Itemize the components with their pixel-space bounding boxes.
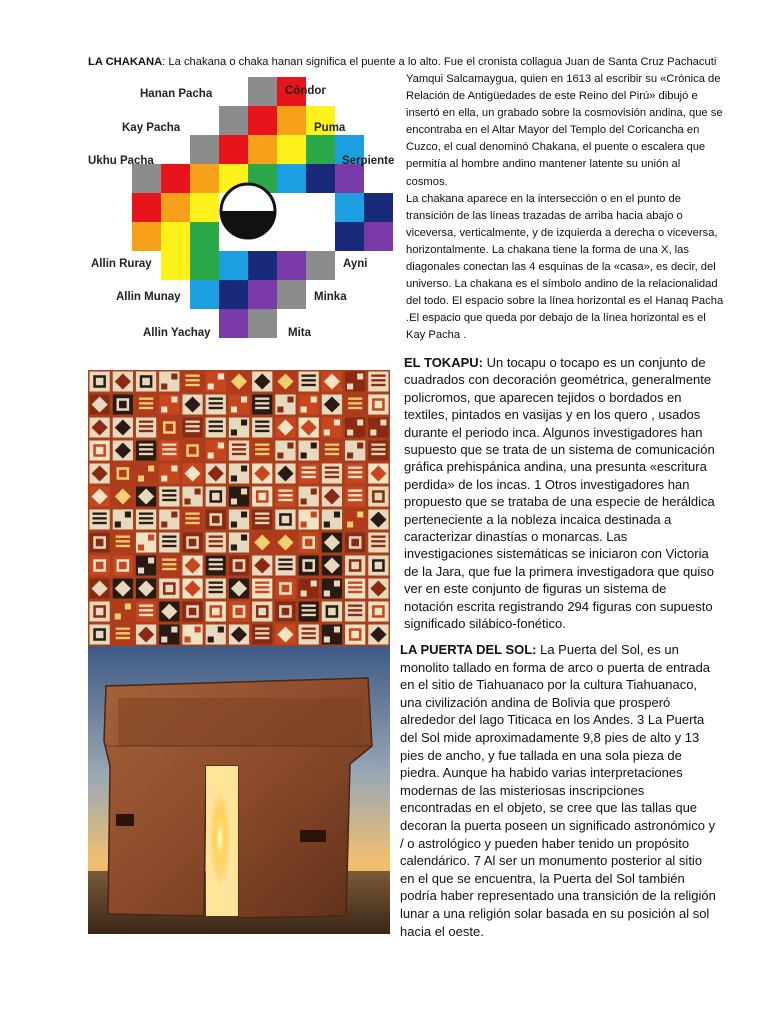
puerta-text: La Puerta del Sol, es un monolito tallado en forma de arco o puerta de entrada en el sitio de Tiahuanaco por la cultura Tiahuanaco, una civilización andina de Bolivia que prosperó alrededor del lago Titicaca en los Andes. 3 La Puerta del Sol mide aproximadamente 9,8 pies de alto y 13 pies de ancho, y fue tallada en una sola pieza de piedra. Aunque ha habido varias interpretaciones modernas de las misteriosas inscripciones encontradas en el objeto, se cree que las tallas que decoran la puerta poseen un significado astronómico y / o astrológico y pueden haber tenido un propósito calendárico. 7 Al ser un monumento posterior al sitio en el que se encuentra, la Puerta del Sol también podría haber representado una transición de la religión lunar a una religión solar basada en su posición al sol hacia el oeste. [400,642,716,939]
chakana-cell [248,77,277,106]
tokapu-cell [206,602,226,622]
label-kay-pacha: Kay Pacha [122,122,181,134]
tokapu-cell [182,441,202,461]
puerta-heading: LA PUERTA DEL SOL: [400,642,537,657]
tokapu-cell [90,602,110,622]
chakana-paragraph-2: La chakana aparece en la intersección o en el punto de transición de las líneas trazadas de arriba hacia abajo o viceversa, verticalmente, y de izquierda a derecha o viceversa, horizontalmente. La chakana tiene la forma de una X, las diagonales conectan las 4 esquinas de la «casa», es decir, del universo. La chakana es el símbolo andino de la relacionalidad del todo. El espacio sobre la línea horizontal es el Hanaq Pacha .El espacio que queda por debajo de la línea horizontal es el Kay Pacha . [406,192,724,342]
tokapu-cell [252,487,272,507]
tokapu-cell [90,533,110,553]
chakana-cell [219,135,248,164]
tokapu-cell [345,625,365,645]
chakana-cell [132,193,161,222]
chakana-cell [364,193,393,222]
chakana-cell [335,193,364,222]
chakana-cell [306,251,335,280]
label-allin-ruray: Allin Ruray [91,258,152,270]
chakana-cell [277,164,306,193]
chakana-cell [161,193,190,222]
chakana-cell [190,251,219,280]
tokapu-textile-image [88,370,390,646]
chakana-cell [335,164,364,193]
chakana-cell [277,135,306,164]
tokapu-cell [90,441,110,461]
chakana-cell [190,164,219,193]
chakana-cell [248,309,277,338]
chakana-cell [219,251,248,280]
chakana-cell [190,135,219,164]
tokapu-cell [368,395,388,415]
tokapu-cell [345,556,365,576]
label-minka: Minka [314,291,347,303]
chakana-cell [306,164,335,193]
chakana-cell [364,222,393,251]
tokapu-cell [368,602,388,622]
tokapu-cell [345,533,365,553]
tokapu-cell [159,418,179,438]
tokapu-cell [113,556,133,576]
chakana-center-dark-half [221,211,275,238]
tokapu-cell [90,625,110,645]
chakana-cell [219,106,248,135]
label-allin-yachay: Allin Yachay [143,327,211,339]
tokapu-section [404,354,716,633]
tokapu-cell [275,602,295,622]
tokapu-cell [182,533,202,553]
tokapu-cell [90,556,110,576]
label-hanan-pacha: Hanan Pacha [140,88,213,100]
tokapu-cell [136,372,156,392]
puerta-del-sol-section [400,641,716,940]
chakana-cell [277,251,306,280]
label-ukhu-pacha: Ukhu Pacha [88,155,154,167]
chakana-cell [161,164,190,193]
tokapu-cell [299,533,319,553]
chakana-cell [219,309,248,338]
chakana-cell [248,280,277,309]
tokapu-cell [206,510,226,530]
tokapu-cell [229,602,249,622]
puerta-del-sol-image [88,646,390,934]
label-condor: Cóndor [285,85,326,97]
tokapu-text: Un tocapu o tocapo es un conjunto de cuadrados con decoración geométrica, generalmente policromos, que aparecen tejidos o bordados en textiles, pintados en vasijas y en los quero , usados durante el periodo inca. Algunos investigadores han supuesto que se trata de un sistema de comunicación gráfica prehispánica andina, una presunta «escritura perdida» de los incas. 1 Otros investigadores han propuesto que se trataba de una especie de heráldica perteneciente a la nobleza incaica destinada a caracterizar dinastías o monarcas. Las investigaciones sistemáticas se iniciaron con Victoria de la Jara, que fue la primera investigadora que quiso ver en este conjunto de figuras un sistema de notación escrita registrando 294 figuras con supuesto significado silábico-fonético. [404,355,715,632]
tokapu-cell [368,487,388,507]
tokapu-cell [159,579,179,599]
label-mita: Mita [288,327,311,339]
tokapu-cell [275,510,295,530]
chakana-cell [306,135,335,164]
tokapu-cell [252,602,272,622]
tokapu-heading: EL TOKAPU: [404,355,483,370]
chakana-heading: LA CHAKANA [88,56,163,68]
chakana-cell [132,222,161,251]
tokapu-cell [275,579,295,599]
tokapu-cell [90,372,110,392]
chakana-paragraph-1: Yamqui Salcamaygua, quien en 1613 al escribir su «Crónica de Relación de Antigüedades de este Reino del Pirú» dibujó e insertó en ella, un grabado sobre la cosmovisión andina, que se encontraba en el Altar Mayor del Templo del Coricancha en Cuzco, el cual denominó Chakana, el puente o escalera que permitía al hombre andino mantener latente su unión al cosmos. [406,73,723,188]
chakana-cell [219,280,248,309]
label-ayni: Ayni [343,258,368,270]
chakana-cell [248,251,277,280]
chakana-description [406,71,724,345]
chakana-cell [132,164,161,193]
intro-line [88,55,728,70]
chakana-cell [190,193,219,222]
tokapu-cell [182,602,202,622]
tokapu-cell [229,556,249,576]
tokapu-cell [206,487,226,507]
label-serpiente: Serpiente [342,155,395,167]
chakana-cell [248,106,277,135]
tokapu-cell [113,395,133,415]
tokapu-cell [368,556,388,576]
chakana-diagram [88,74,400,350]
tokapu-cell [113,464,133,484]
chakana-cell [161,222,190,251]
chakana-intro-text: : La chakana o chaka hanan significa el puente a lo alto. Fue el cronista collagua Juan de Santa Cruz Pachacuti [162,56,717,68]
chakana-cell [277,280,306,309]
label-allin-munay: Allin Munay [116,291,181,303]
tokapu-cell [322,602,342,622]
chakana-cell [335,222,364,251]
chakana-cell [248,135,277,164]
chakana-cell [190,222,219,251]
tokapu-cell [299,556,319,576]
label-puma: Puma [314,122,346,134]
chakana-cell [277,106,306,135]
chakana-cell [161,251,190,280]
chakana-cell [190,280,219,309]
